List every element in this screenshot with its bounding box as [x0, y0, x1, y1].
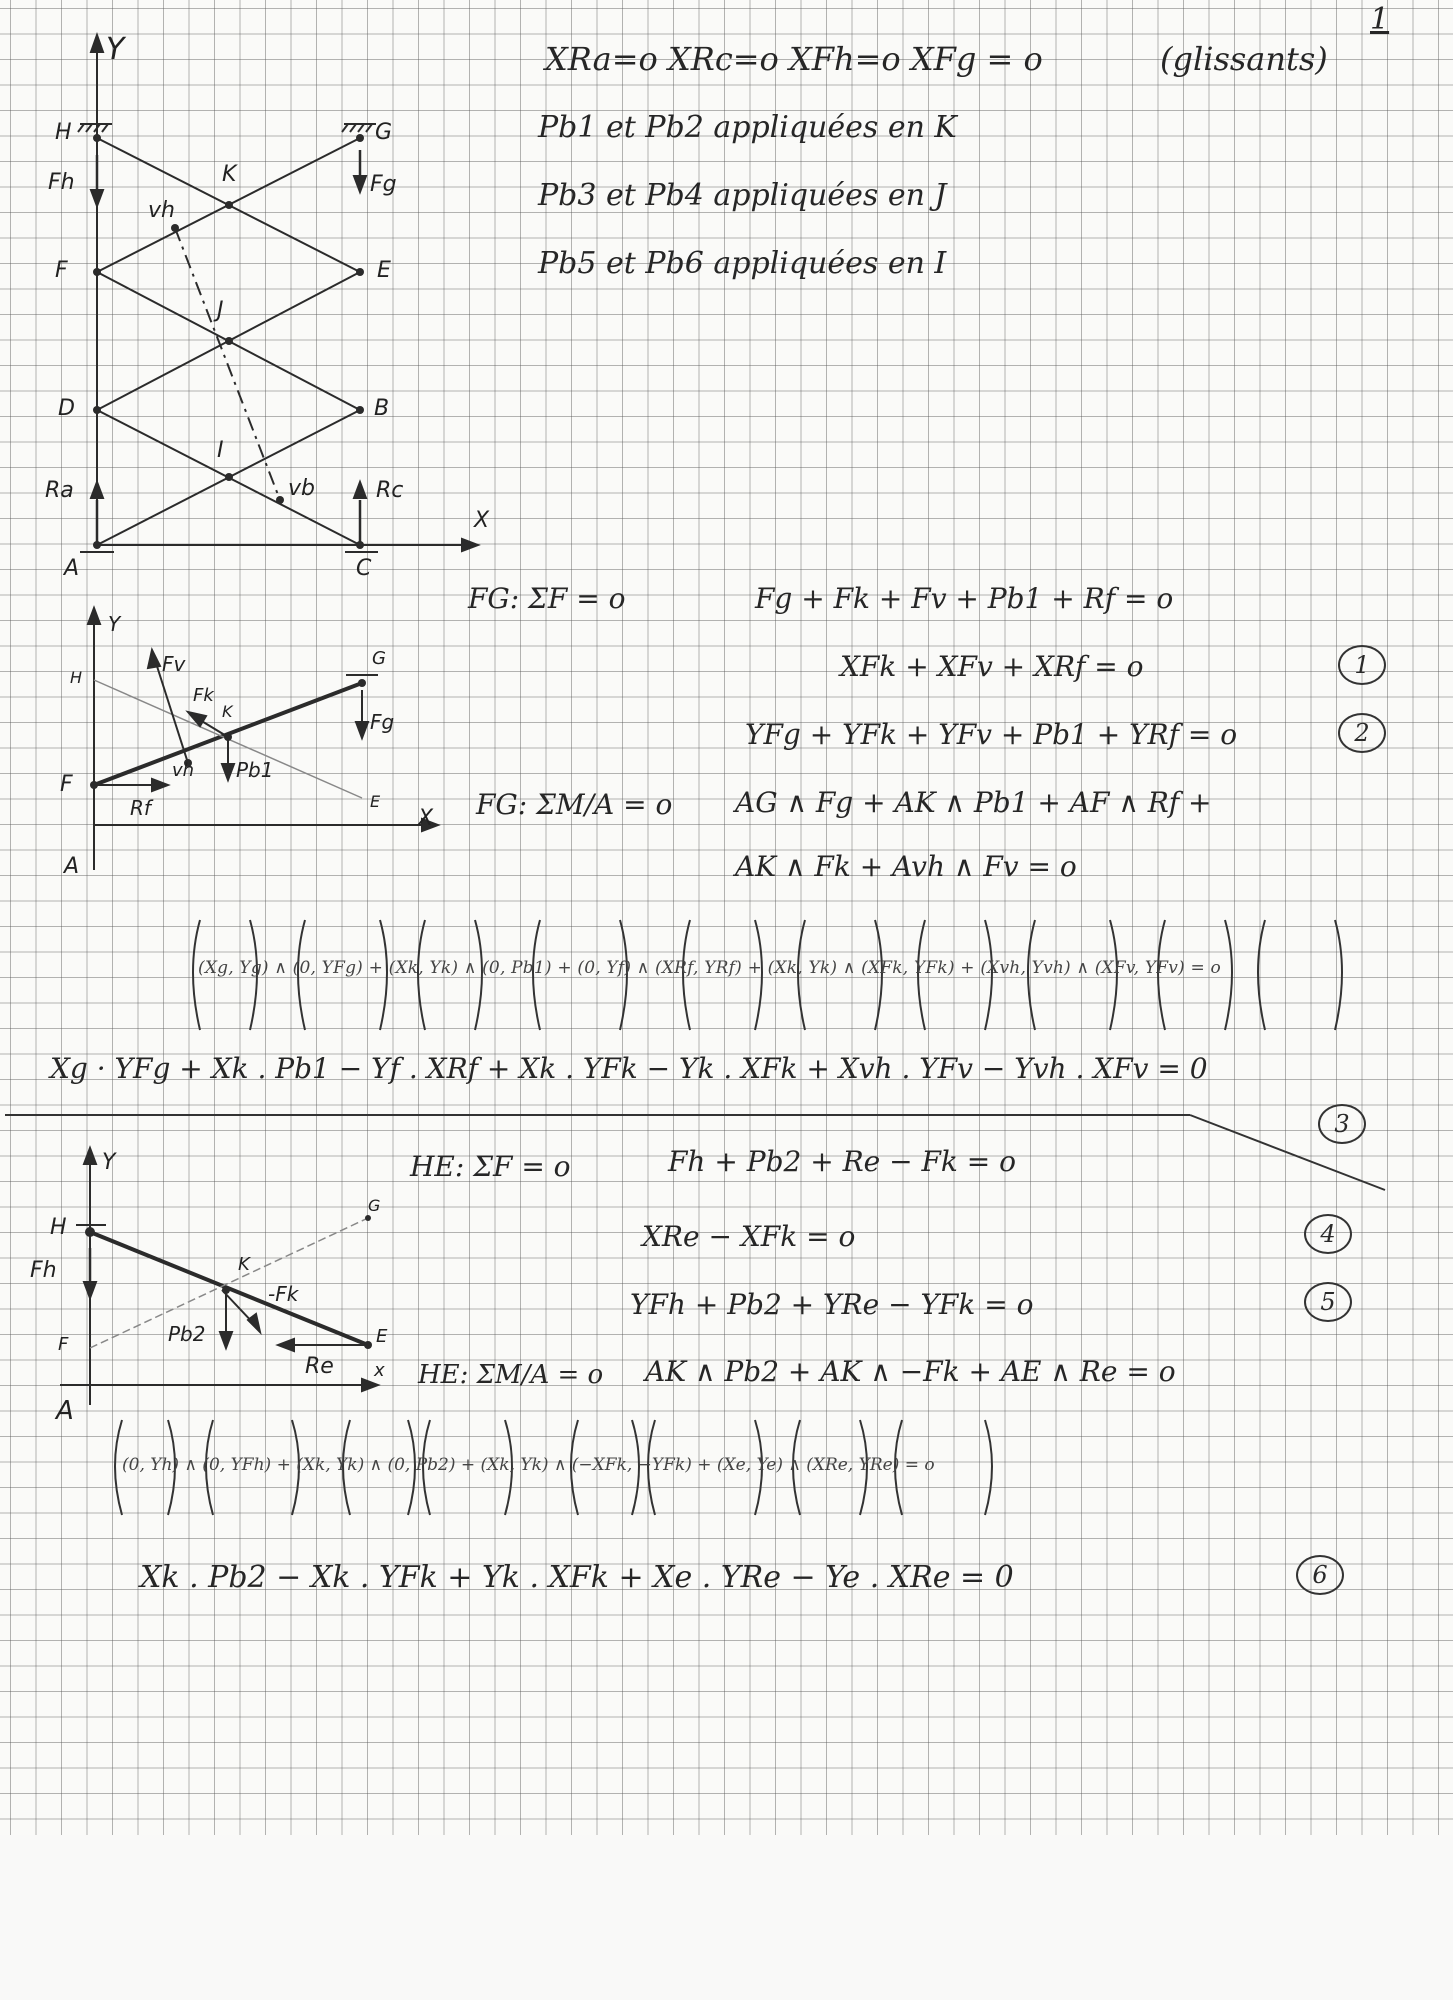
- he-eq5: YFh + Pb2 + YRe − YFk = o: [630, 1288, 1034, 1321]
- d1-point-a: A: [64, 556, 80, 581]
- he-moment-equation: AK ∧ Pb2 + AK ∧ −Fk + AE ∧ Re = o: [645, 1355, 1176, 1388]
- he-eq4: XRe − XFk = o: [642, 1220, 856, 1253]
- d1-point-j: J: [217, 298, 224, 323]
- d1-axis-x: X: [474, 508, 490, 533]
- d3-axis-x: x: [374, 1360, 385, 1381]
- d2-axis-x: X: [418, 806, 434, 831]
- d3-point-h: H: [50, 1215, 67, 1240]
- d1-force-fh: Fh: [48, 170, 75, 195]
- d2-point-h: H: [70, 668, 83, 687]
- d1-force-rc: Rc: [376, 478, 404, 503]
- d3-axis-y: Y: [102, 1150, 116, 1175]
- d2-point-e: E: [370, 792, 381, 811]
- fg-moment-eq-line2: AK ∧ Fk + Avh ∧ Fv = o: [735, 850, 1077, 883]
- he-force-label: HE: ΣF = o: [410, 1150, 571, 1183]
- header-line-3: Pb3 et Pb4 appliquées en J: [538, 178, 947, 213]
- d1-point-h: H: [55, 120, 72, 145]
- fg-eq2: YFg + YFk + YFv + Pb1 + YRf = o: [745, 718, 1238, 751]
- d2-axis-y: Y: [108, 612, 121, 636]
- header-line-4: Pb5 et Pb6 appliquées en I: [538, 246, 947, 281]
- diagram1-joints: [93, 134, 364, 549]
- d3-point-a: A: [56, 1396, 74, 1426]
- d2-force-pb1: Pb1: [236, 758, 274, 782]
- d2-force-fv: Fv: [162, 652, 186, 676]
- he-matrix-equation: (0, Yh) ∧ (0, YFh) + (Xk, Yk) ∧ (0, Pb2) + (Xk, Yk) ∧ (−XFk, −YFk) + (Xe, Ye) ∧ (XRe, YRe) = o: [122, 1455, 935, 1475]
- d3-force-pb2: Pb2: [168, 1322, 206, 1346]
- d1-point-b: B: [374, 396, 390, 421]
- d1-point-k: K: [222, 162, 237, 187]
- d1-point-e: E: [377, 258, 391, 283]
- d1-point-c: C: [356, 556, 372, 581]
- d3-point-k: K: [238, 1254, 250, 1275]
- fg-vector-equation: Fg + Fk + Fv + Pb1 + Rf = o: [755, 582, 1174, 615]
- d3-force-fh: Fh: [30, 1258, 57, 1283]
- d2-point-g: G: [372, 648, 386, 669]
- page-number: 1: [1370, 2, 1390, 37]
- eq5-number: 5: [1304, 1282, 1352, 1322]
- d3-point-f: F: [58, 1334, 69, 1355]
- eq1-number: 1: [1338, 645, 1386, 685]
- d3-force-re: Re: [305, 1354, 334, 1379]
- d2-force-fg: Fg: [370, 710, 395, 734]
- header-line-1: XRa=o XRc=o XFh=o XFg = o: [545, 40, 1043, 78]
- fg-matrix-equation: (Xg, Yg) ∧ (0, YFg) + (Xk, Yk) ∧ (0, Pb1) + (0, Yf) ∧ (XRf, YRf) + (Xk, Yk) ∧ (XFk, YFk) + (Xvh, Yvh) ∧ (XFv, YFv) = o: [198, 958, 1221, 978]
- d1-point-f: F: [55, 258, 68, 283]
- d1-force-ra: Ra: [45, 478, 74, 503]
- d3-point-g: G: [368, 1196, 381, 1215]
- d2-point-a: A: [64, 854, 80, 879]
- he-moment-label: HE: ΣM/A = o: [418, 1360, 604, 1390]
- d1-point-vb: vb: [288, 476, 315, 501]
- d1-point-d: D: [58, 396, 75, 421]
- d2-force-fk: Fk: [193, 685, 214, 706]
- eq6-number: 6: [1296, 1555, 1344, 1595]
- fg-force-label: FG: ΣF = o: [468, 582, 626, 615]
- d1-force-fg: Fg: [370, 172, 397, 197]
- d1-point-vh: vh: [148, 198, 175, 223]
- header-line-2: Pb1 et Pb2 appliquées en K: [538, 110, 957, 145]
- d2-point-vh: vh: [172, 760, 195, 781]
- d1-axis-y: Y: [106, 32, 125, 67]
- d3-force-neg-fk: -Fk: [268, 1282, 299, 1306]
- eq3-number: 3: [1318, 1104, 1366, 1144]
- he-vector-equation: Fh + Pb2 + Re − Fk = o: [668, 1145, 1016, 1178]
- header-line-1-note: (glissants): [1160, 40, 1328, 78]
- eq4-number: 4: [1304, 1214, 1352, 1254]
- d2-point-k: K: [222, 702, 233, 721]
- he-eq6: Xk . Pb2 − Xk . YFk + Yk . XFk + Xe . YRe − Ye . XRe = 0: [140, 1560, 1014, 1595]
- fg-eq3: Xg · YFg + Xk . Pb1 − Yf . XRf + Xk . YFk − Yk . XFk + Xvh . YFv − Yvh . XFv = 0: [50, 1052, 1208, 1085]
- fg-moment-label: FG: ΣM/A = o: [476, 788, 673, 821]
- d1-point-g: G: [375, 120, 393, 145]
- fg-eq1: XFk + XFv + XRf = o: [840, 650, 1144, 683]
- d3-point-e: E: [376, 1326, 388, 1347]
- d2-point-f: F: [60, 772, 73, 797]
- d2-force-rf: Rf: [130, 796, 151, 820]
- d1-point-i: I: [217, 438, 224, 463]
- diagram1-lines: [78, 35, 478, 552]
- fg-moment-eq-line1: AG ∧ Fg + AK ∧ Pb1 + AF ∧ Rf +: [735, 786, 1212, 819]
- eq2-number: 2: [1338, 713, 1386, 753]
